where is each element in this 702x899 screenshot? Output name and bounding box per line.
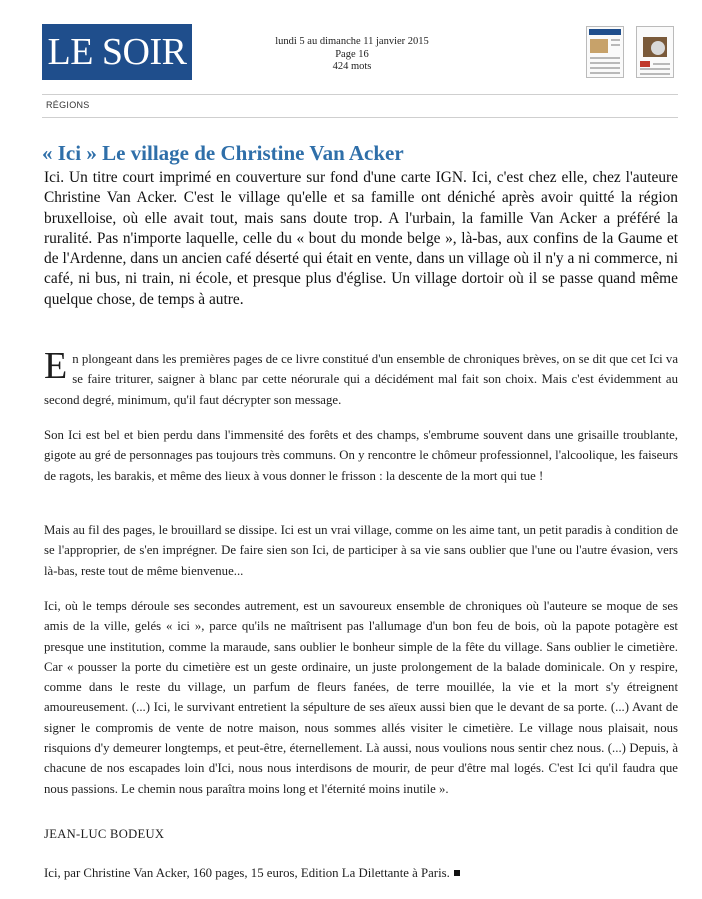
article-paragraph: Ici, où le temps déroule ses secondes autrement, est un savoureux ensemble de chroniques où l'auteure se moque de ses amis de la ville, gelés « ici », parce qu'ils ne maîtrisent pas l'allumage d'un bon feu de bois, où la papote potagère est presque une institution, comme la maraude, sans oublier le bonheur simple de la fête du village. Sans oublier le cimetière. Car « pousser la porte du cimetière est un geste ordinaire, un juste prolongement de la balade dominicale. On y respire, comme dans le reste du village, un parfum de fleurs fanées, de terre mouillée, la vie et la mort s'y étreignent amoureusement. (...) Ici, le survivant entretient la sépulture de ses aïeux aussi bien que le devant de sa porte. (...) Avant de signer le compromis de vente de notre maison, nous sommes allés visiter le cimetière. Le village nous plaisait, nous risquions d'y demeurer longtemps, et peut-être, éternellement. Là aussi, nous voulions nous sentir chez nous. (...) Depuis, à chacune de nos escapades loin d'Ici, nous nous interdisons de mourir, de peur d'être mal logés. C'est Ici qu'il faudra que nous passions. Le chemin nous paraîtra moins long et l'éternité moins inutile ». — [44, 599, 678, 796]
article-paragraph: Mais au fil des pages, le brouillard se dissipe. Ici est un vrai village, comme on les aime tant, un petit paradis à condition de se l'approprier, de s'en imprégner. De faire sien son Ici, de participer à sa vie sans oublier que l'une ou l'autre évasion, vers là-bas, reste tout de même bienvenue... — [44, 523, 678, 578]
book-credits — [44, 866, 460, 881]
end-mark-icon — [454, 870, 460, 876]
section-divider — [42, 117, 678, 118]
book-credits-text: Ici, par Christine Van Acker, 160 pages, 15 euros, Edition La Dilettante à Paris. — [44, 866, 450, 880]
publication-meta — [252, 36, 452, 74]
word-count: 424 mots — [332, 61, 372, 72]
article-paragraph: Son Ici est bel et bien perdu dans l'immensité des forêts et des champs, s'embrume souvent dans une grisaille troublante, gigote au gré de personnages pas toujours très communs. On y rencontre le chômeur professionnel, l'alcoolique, les faiseurs de ragots, les barakis, et même des lieux à vous donner le frisson : la descente de la mort qui tue ! — [44, 428, 678, 483]
article-page-thumbnail-icon[interactable] — [636, 26, 674, 78]
header-divider — [42, 94, 678, 95]
publication-date: lundi 5 au dimanche 11 janvier 2015 — [275, 36, 429, 47]
front-page-thumbnail-icon[interactable] — [586, 26, 624, 78]
le-soir-logo: LE SOIR — [42, 24, 192, 80]
article-paragraph — [44, 345, 678, 410]
paragraph-text: n plongeant dans les premières pages de ce livre constitué d'un ensemble de chroniques brèves, on se dit que cet Ici va se faire triturer, saigner à blanc par cette néorurale qui a décidément mal fait son choix. Mais c'est évidemment au second degré, minimum, qu'il faut décrypter son message. — [44, 352, 678, 407]
article-title: « Ici » Le village de Christine Van Acker — [42, 141, 404, 165]
author-signature: JEAN-LUC BODEUX — [44, 827, 165, 841]
page-number: Page 16 — [335, 48, 369, 60]
section-label: RÉGIONS — [46, 100, 90, 110]
article-lead: Ici. Un titre court imprimé en couverture sur fond d'une carte IGN. Ici, c'est chez elle, chez l'auteure Christine Van Acker. C'est le village qu'elle et sa famille ont déniché après avoir quitté la région bruxelloise, où elle avait tout, mais sans doute trop. A l'urbain, la famille Van Acker a préféré la ruralité. Pas n'importe laquelle, celle du « bout du monde belge », là-bas, aux confins de la Gaume et de l'Ardenne, dans un ancien café déserté qui était en vente, dans un village où il n'y a ni commerce, ni café, ni bus, ni train, ni école, et presque plus d'église. Un village dortoir où il se passe quand même quelque chose, de temps à autre. — [44, 169, 678, 308]
drop-cap: E — [44, 345, 68, 387]
